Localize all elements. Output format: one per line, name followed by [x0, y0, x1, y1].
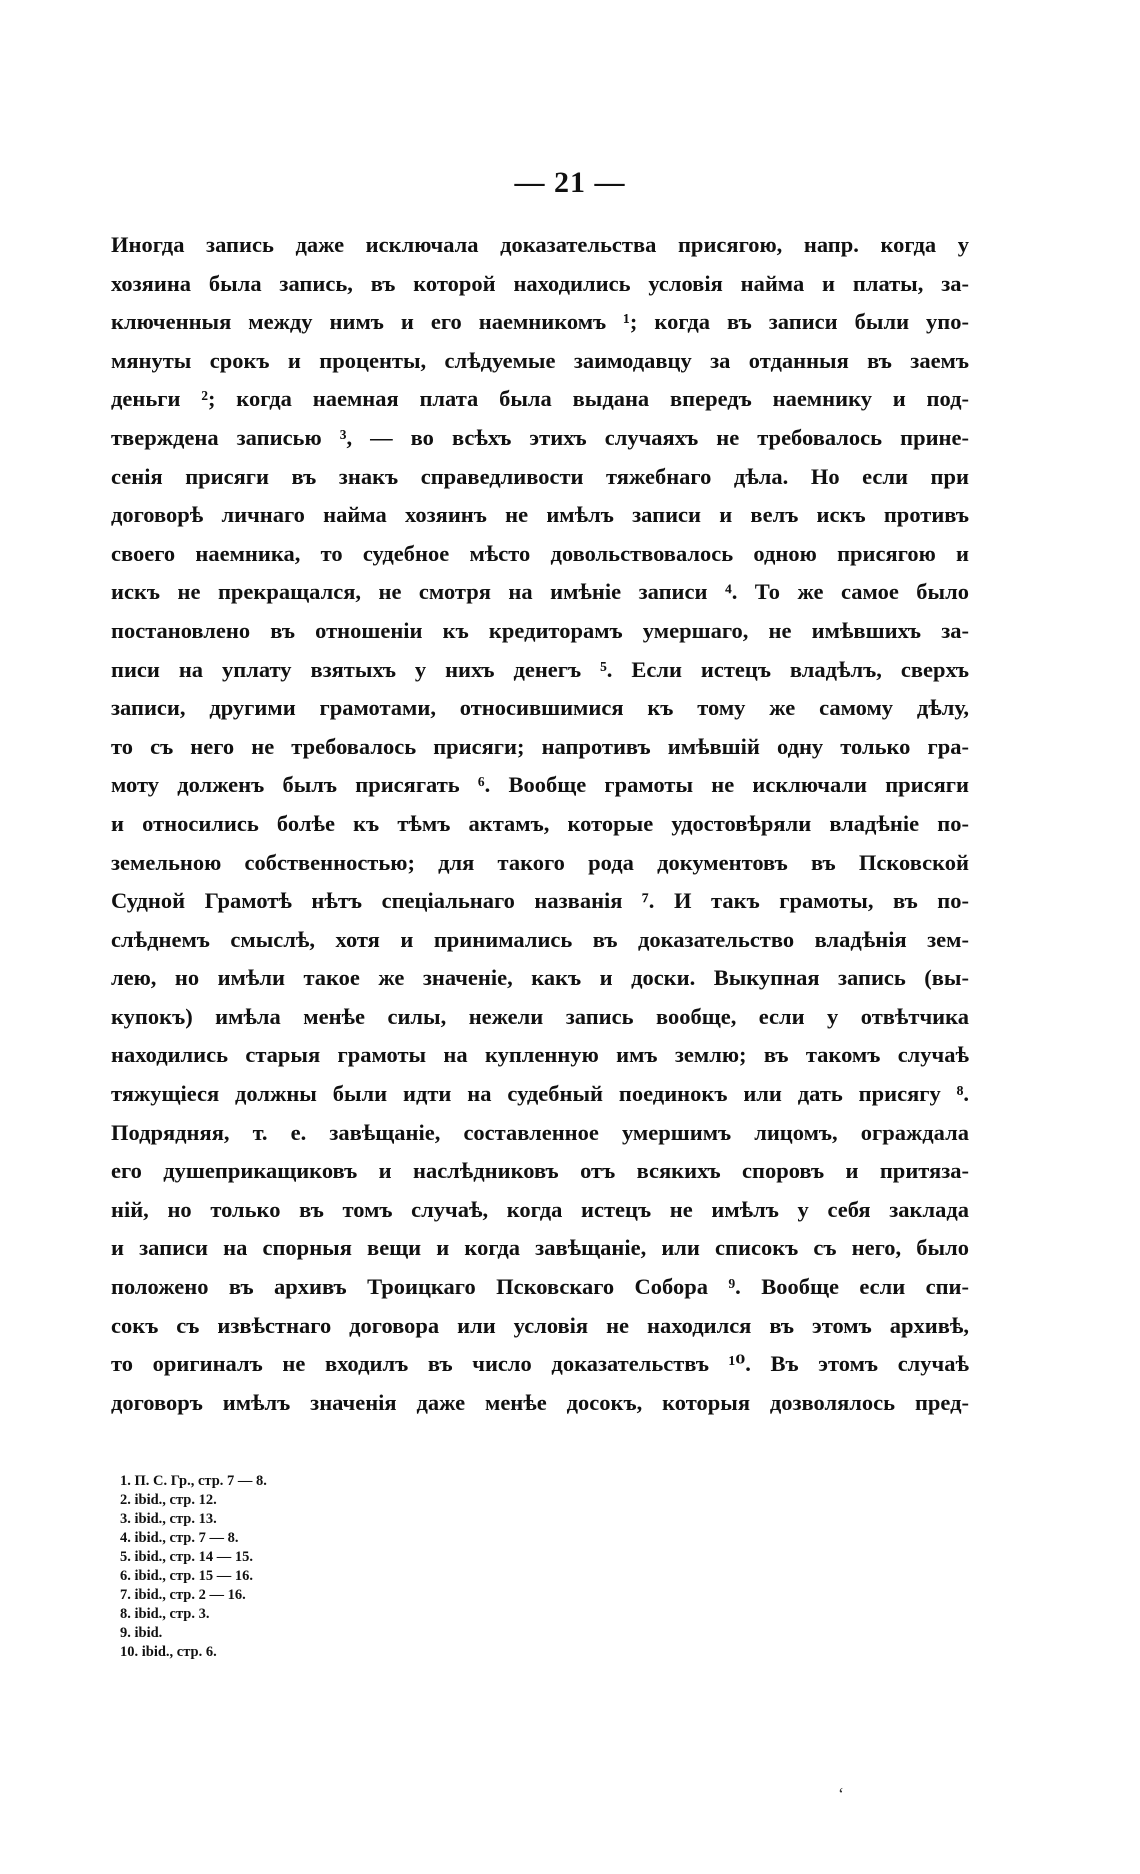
text-line: Подрядняя, т. е. завѣщаніе, составленное умершимъ лицомъ, ограждала [111, 1119, 969, 1145]
text-line: ній, но только въ томъ случаѣ, когда истецъ не имѣлъ у себя заклада [111, 1196, 969, 1222]
text-line: договоръ имѣлъ значенія даже менѣе досокъ, которыя дозволялось пред- [111, 1389, 969, 1415]
text-line: тяжущіеся должны были идти на судебный поединокъ или дать присягу ⁸. [111, 1081, 969, 1107]
text-line: моту долженъ былъ присягать ⁶. Вообще грамоты не исключали присяги [111, 772, 969, 798]
text-line: то оригиналъ не входилъ въ число доказательствъ ¹⁰. Въ этомъ случаѣ [111, 1351, 969, 1377]
footnotes [120, 1472, 520, 1662]
text-line: земельною собственностью; для такого рода документовъ въ Псковской [111, 849, 969, 875]
text-line: купокъ) имѣла менѣе силы, нежели запись вообще, если у отвѣтчика [111, 1003, 969, 1029]
footnote: 5. ibid., стр. 14 — 15. [120, 1549, 253, 1565]
text-line: искъ не прекращался, не смотря на имѣніе записи ⁴. То же самое было [111, 579, 969, 605]
page-number: — 21 — [514, 166, 626, 199]
footnote: 8. ibid., стр. 3. [120, 1606, 210, 1622]
text-line: то съ него не требовалось присяги; напротивъ имѣвшій одну только гра- [111, 733, 969, 759]
text-line: положено въ архивъ Троицкаго Псковскаго Собора ⁹. Вообще если спи- [111, 1274, 969, 1300]
footnote: 6. ibid., стр. 15 — 16. [120, 1568, 253, 1584]
text-line: записи, другими грамотами, относившимися къ тому же самому дѣлу, [111, 695, 969, 721]
footnote: 7. ibid., стр. 2 — 16. [120, 1587, 246, 1603]
footnote: 10. ibid., стр. 6. [120, 1644, 217, 1660]
text-line: тверждена записью ³, — во всѣхъ этихъ случаяхъ не требовалось прине- [111, 424, 969, 450]
text-line: мянуты срокъ и проценты, слѣдуемые заимодавцу за отданныя въ заемъ [111, 347, 969, 373]
text-line: постановлено въ отношеніи къ кредиторамъ умершаго, не имѣвшихъ за- [111, 617, 969, 643]
footnote: 9. ibid. [120, 1625, 163, 1641]
text-line: сокъ съ извѣстнаго договора или условія не находился въ этомъ архивѣ, [111, 1312, 969, 1338]
footnote: 3. ibid., стр. 13. [120, 1511, 217, 1527]
text-line: деньги ²; когда наемная плата была выдана впередъ наемнику и под- [111, 386, 969, 412]
footnote: 1. П. С. Гр., стр. 7 — 8. [120, 1473, 267, 1489]
text-line: договорѣ личнаго найма хозяинъ не имѣлъ записи и велъ искъ противъ [111, 502, 969, 528]
text-line: ключенныя между нимъ и его наемникомъ ¹; когда въ записи были упо- [111, 309, 969, 335]
text-line: его душеприкащиковъ и наслѣдниковъ отъ всякихъ споровъ и притяза- [111, 1158, 969, 1184]
text-line: и записи на спорныя вещи и когда завѣщаніе, или списокъ съ него, было [111, 1235, 969, 1261]
text-line: писи на уплату взятыхъ у нихъ денегъ ⁵. Если истецъ владѣлъ, сверхъ [111, 656, 969, 682]
text-line: хозяина была запись, въ которой находились условія найма и платы, за- [111, 270, 969, 296]
text-line: слѣднемъ смыслѣ, хотя и принимались въ доказательство владѣнія зем- [111, 926, 969, 952]
text-line: своего наемника, то судебное мѣсто довольствовалось одною присягою и [111, 540, 969, 566]
footnote: 2. ibid., стр. 12. [120, 1492, 217, 1508]
text-line: и относились болѣе къ тѣмъ актамъ, которые удостовѣряли владѣніе по- [111, 810, 969, 836]
text-line: находились старыя грамоты на купленную имъ землю; въ такомъ случаѣ [111, 1042, 969, 1068]
text-line: Судной Грамотѣ нѣтъ спеціальнаго названія ⁷. И такъ грамоты, въ по- [111, 888, 969, 914]
stray-ink-mark: ʻ [838, 1784, 844, 1804]
body-text [111, 226, 969, 1422]
footnote: 4. ibid., стр. 7 — 8. [120, 1530, 239, 1546]
text-line: лею, но имѣли такое же значеніе, какъ и доски. Выкупная запись (вы- [111, 965, 969, 991]
text-line: сенія присяги въ знакъ справедливости тяжебнаго дѣла. Но если при [111, 463, 969, 489]
text-line: Иногда запись даже исключала доказательства присягою, напр. когда у [111, 232, 969, 257]
